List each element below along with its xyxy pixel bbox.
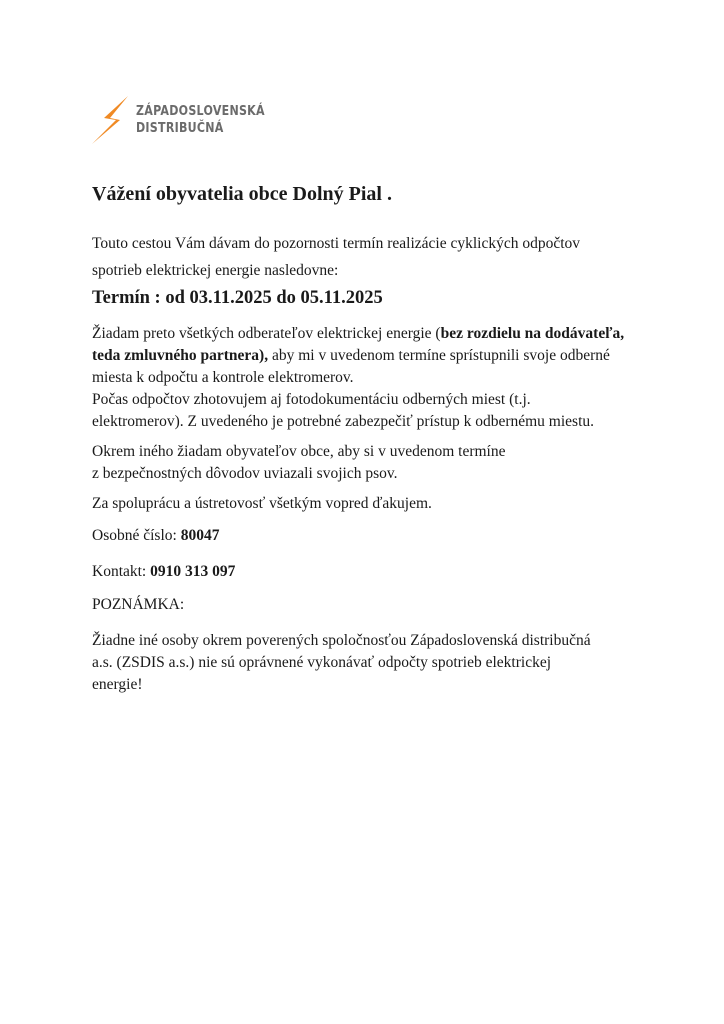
p1-text: Žiadam preto všetkých odberateľov elektrickej energie ( <box>92 325 441 342</box>
logo-line-1: ZÁPADOSLOVENSKÁ <box>136 103 265 119</box>
dogs-paragraph <box>92 441 505 485</box>
letter-title: Vážení obyvatelia obce Dolný Pial . <box>92 183 392 205</box>
company-logo <box>90 94 293 146</box>
p2-line-2: elektromerov). Z uvedeného je potrebné zabezpečiť prístup k odbernému miestu. <box>92 413 595 430</box>
reading-period: Termín : od 03.11.2025 do 05.11.2025 <box>92 288 383 308</box>
thanks-text: Za spoluprácu a ústretovosť všetkým vopred ďakujem. <box>92 495 432 512</box>
contact <box>92 561 235 583</box>
logo-line-2: DISTRIBUČNÁ <box>136 120 224 136</box>
note-line-2: a.s. (ZSDIS a.s.) nie sú oprávnené vykonávať odpočty spotrieb elektrickej <box>92 654 552 671</box>
intro-line-1: Touto cestou Vám dávam do pozornosti termín realizácie cyklických odpočtov <box>92 235 581 252</box>
note-line-3: energie! <box>92 676 143 693</box>
p1-bold-1: bez rozdielu na dodávateľa, <box>440 325 625 342</box>
p1-text-3: miesta k odpočtu a kontrole elektromerov. <box>92 369 354 386</box>
contact-phone: 0910 313 097 <box>150 563 236 580</box>
note-paragraph <box>92 630 591 696</box>
p3-line-2: z bezpečnostných dôvodov uviazali svojich psov. <box>92 465 398 482</box>
lightning-bolt-icon <box>90 94 132 146</box>
intro-line-2: spotrieb elektrickej energie nasledovne: <box>92 262 339 279</box>
contact-label: Kontakt: <box>92 563 151 580</box>
note-heading: POZNÁMKA: <box>92 596 185 613</box>
p1-text-2: aby mi v uvedenom termíne sprístupnili svoje odberné <box>268 347 610 364</box>
intro-paragraph <box>92 230 580 284</box>
personal-number <box>92 525 219 547</box>
note-line-1: Žiadne iné osoby okrem poverených spoločnosťou Západoslovenská distribučná <box>92 632 591 649</box>
p2-line-1: Počas odpočtov zhotovujem aj fotodokumentáciu odberných miest (t.j. <box>92 391 531 408</box>
personal-number-value: 80047 <box>180 527 220 544</box>
request-paragraph <box>92 323 652 389</box>
p1-bold-2: teda zmluvného partnera), <box>92 347 269 364</box>
p3-line-1: Okrem iného žiadam obyvateľov obce, aby si v uvedenom termíne <box>92 443 506 460</box>
personal-number-label: Osobné číslo: <box>92 527 181 544</box>
photo-paragraph <box>92 389 594 433</box>
